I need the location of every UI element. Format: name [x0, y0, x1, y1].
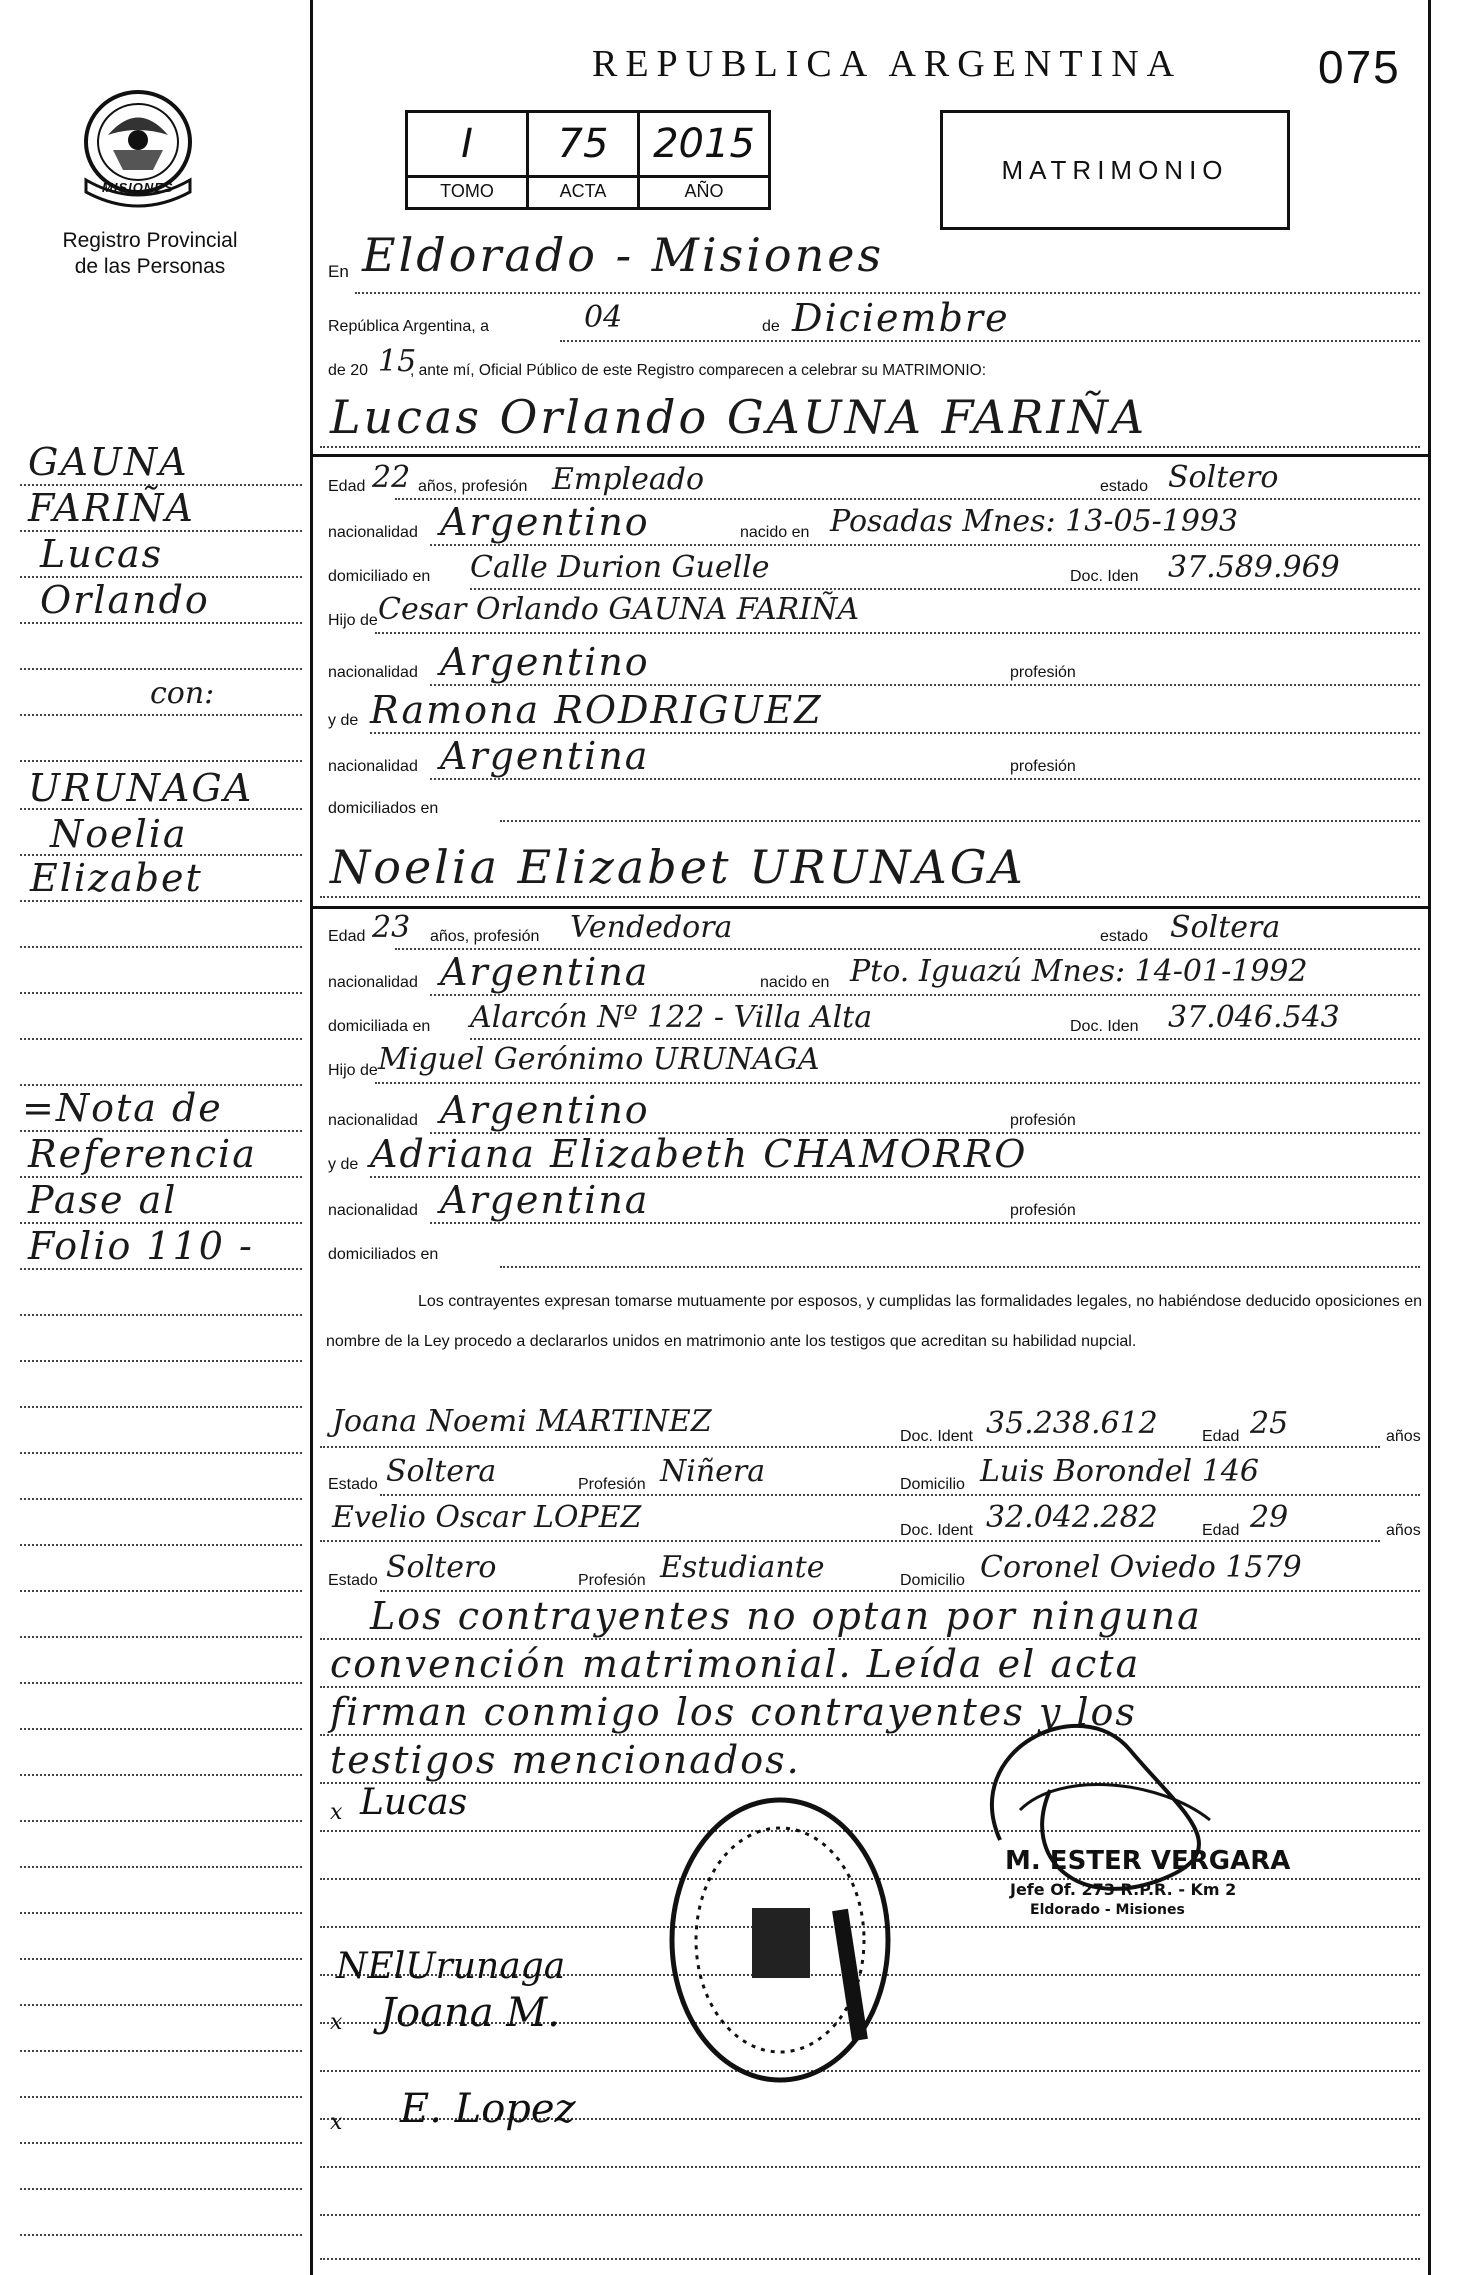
left-frame-line [310, 0, 313, 2275]
witness2-row2-line [380, 1590, 1420, 1592]
witness2-profesion-label: Profesión [578, 1572, 646, 1589]
groom-domicilio-label: domiciliado en [328, 568, 431, 585]
witness2-status: Soltero [386, 1550, 497, 1585]
margin-rule-7 [20, 760, 302, 762]
witness1-estado-label: Estado [328, 1476, 378, 1493]
tomo-value: I [461, 121, 473, 167]
groom-doc: 37.589.969 [1168, 550, 1340, 585]
margin-rule-20 [20, 1360, 302, 1362]
margin-rule-30 [20, 1820, 302, 1822]
place-value: Eldorado - Misiones [362, 228, 885, 282]
rule-j [320, 2214, 1420, 2216]
bride-name-line [320, 896, 1420, 898]
witness1-address: Luis Borondel 146 [980, 1454, 1259, 1489]
year-suffix: 15 [378, 344, 417, 379]
day-value: 04 [584, 300, 623, 335]
x-mark-2: x [330, 2010, 343, 2035]
margin-rule-12 [20, 992, 302, 994]
groom-nac-mother-label: nacionalidad [328, 758, 418, 775]
groom-edad-label: Edad [328, 478, 366, 495]
margin-rule-26 [20, 1636, 302, 1638]
bride-status: Soltera [1170, 910, 1281, 945]
margin-rule-35 [20, 2050, 302, 2052]
witness1-profesion-label: Profesión [578, 1476, 646, 1493]
margin-rule-6 [20, 714, 302, 716]
bride-father: Miguel Gerónimo URUNAGA [378, 1042, 820, 1077]
anio-value: 2015 [653, 121, 755, 167]
place-line [355, 292, 1420, 294]
bride-divider [313, 906, 1428, 909]
witness2-profession: Estudiante [660, 1550, 825, 1585]
witness2-address: Coronel Oviedo 1579 [980, 1550, 1302, 1585]
folio-number: 075 [1318, 41, 1401, 93]
republica-label: República Argentina, a [328, 318, 489, 335]
bride-age: 23 [372, 910, 411, 945]
groom-doc-label: Doc. Iden [1070, 568, 1139, 585]
witness1-doc: 35.238.612 [986, 1406, 1158, 1441]
country-title: REPUBLICA ARGENTINA [592, 43, 1183, 85]
witness2-doc: 32.042.282 [986, 1500, 1158, 1535]
groom-nacido-label: nacido en [740, 524, 810, 541]
margin-rule-19 [20, 1314, 302, 1316]
margin-rule-27 [20, 1682, 302, 1684]
groom-estado-label: estado [1100, 478, 1149, 495]
acta-value: 75 [557, 121, 609, 167]
margin-rule-18 [20, 1268, 302, 1270]
acta-cell [529, 113, 640, 207]
declaration-paragraph: Los contrayentes expresan tomarse mutuamente por esposos, y cumplidas las formalidades legales, no habiéndose deducido oposiciones en nombre de la Ley procedo a declararlos unidos en matrimonio ante los testigos que acreditan su habilidad nupcial. [326, 1293, 1422, 1350]
witness2-name: Evelio Oscar LOPEZ [332, 1500, 642, 1535]
bride-profesion2-label: profesión [1010, 1202, 1076, 1219]
margin-groom-surname1: GAUNA [28, 440, 189, 484]
margin-note-2: Referencia [28, 1132, 257, 1176]
bride-address: Alarcón Nº 122 - Villa Alta [470, 1000, 873, 1035]
official-round-seal [660, 1790, 900, 2090]
margin-rule-36 [20, 2096, 302, 2098]
witness1-row1-line [320, 1446, 1380, 1448]
margin-bride-first: Noelia [50, 812, 188, 856]
margin-rule-28 [20, 1728, 302, 1730]
right-frame-line [1428, 0, 1431, 2275]
bride-profesion-label: profesión [1010, 1112, 1076, 1129]
bride-hijo-label: Hijo de [328, 1062, 378, 1079]
bride-row3-line [470, 1038, 1420, 1040]
groom-age: 22 [372, 460, 411, 495]
round-seal-icon [660, 1790, 900, 2090]
margin-rule-13 [20, 1038, 302, 1040]
margin-rule-4 [20, 622, 302, 624]
groom-profesion-label: profesión [1010, 664, 1076, 681]
groom-hijo-label: Hijo de [328, 612, 378, 629]
note-line-4: testigos mencionados. [330, 1738, 801, 1782]
groom-status: Soltero [1168, 460, 1279, 495]
stamp-line3: Eldorado - Misiones [1030, 1902, 1185, 1918]
bride-estado-label: estado [1100, 928, 1149, 945]
groom-yde-label: y de [328, 712, 359, 729]
bride-anos-profesion-label: años, profesión [430, 928, 540, 945]
margin-groom-first: Lucas [40, 532, 164, 576]
witness2-domicilio-label: Domicilio [900, 1572, 965, 1589]
month-value: Diciembre [792, 296, 1010, 340]
margin-note-1: =Nota de [22, 1086, 223, 1130]
bride-full-name: Noelia Elizabet URUNAGA [330, 840, 1026, 894]
margin-rule-25 [20, 1590, 302, 1592]
groom-father-nationality: Argentino [440, 640, 650, 684]
margin-rule-39 [20, 2234, 302, 2236]
note-line-2: convención matrimonial. Leída el acta [330, 1642, 1141, 1686]
groom-row8-line [500, 820, 1420, 822]
tomo-acta-anio-box [405, 110, 771, 210]
groom-row5-line [430, 684, 1420, 686]
margin-rule-21 [20, 1406, 302, 1408]
bride-row4-line [375, 1082, 1420, 1084]
bride-nacido-label: nacido en [760, 974, 830, 991]
bride-mother-nationality: Argentina [440, 1178, 650, 1222]
province-seal [58, 80, 218, 210]
signature-witness2: E. Lopez [400, 2086, 576, 2132]
note-rule-2 [320, 1686, 1420, 1688]
witness1-age: 25 [1250, 1406, 1289, 1441]
stamp-line2: Jefe Of. 273 R.P.R. - Km 2 [1010, 1880, 1237, 1899]
groom-divider [313, 454, 1428, 457]
witness1-status: Soltera [386, 1454, 497, 1489]
margin-rule-37 [20, 2142, 302, 2144]
witness1-row2-line [380, 1494, 1420, 1496]
seal-text: MISIONES [102, 180, 174, 195]
margin-rule-34 [20, 2004, 302, 2006]
bride-row8-line [500, 1266, 1420, 1268]
note-line-3: firman conmigo los contrayentes y los [330, 1690, 1137, 1734]
date-line [560, 340, 1420, 342]
witness2-age: 29 [1250, 1500, 1289, 1535]
groom-row3-line [470, 588, 1420, 590]
groom-nac-father-label: nacionalidad [328, 664, 418, 681]
signature-official [960, 1690, 1260, 1910]
groom-profession: Empleado [552, 462, 705, 497]
bride-mother: Adriana Elizabeth CHAMORRO [370, 1132, 1028, 1176]
margin-rule-23 [20, 1498, 302, 1500]
margin-rule-22 [20, 1452, 302, 1454]
margin-rule-5 [20, 668, 302, 670]
margin-groom-middle: Orlando [40, 578, 210, 622]
witness1-domicilio-label: Domicilio [900, 1476, 965, 1493]
bride-father-nationality: Argentino [440, 1088, 650, 1132]
anio-cell [640, 113, 768, 207]
margin-rule-32 [20, 1912, 302, 1914]
rule-k [320, 2258, 1420, 2260]
margin-rule-38 [20, 2188, 302, 2190]
groom-row4-line [375, 632, 1420, 634]
bride-row2-line [430, 994, 1420, 996]
groom-birth: Posadas Mnes: 13-05-1993 [830, 504, 1239, 539]
groom-row7-line [430, 778, 1420, 780]
groom-father: Cesar Orlando GAUNA FARIÑA [378, 592, 859, 627]
year-prefix: de 20 [328, 362, 369, 379]
bride-domicilio-label: domiciliada en [328, 1018, 431, 1035]
signature-groom: Lucas [360, 1782, 468, 1823]
margin-bride-surname: URUNAGA [28, 766, 254, 810]
statement-text: , ante mí, Oficial Público de este Registro comparecen a celebrar su MATRIMONIO: [410, 362, 987, 379]
document-type-box: MATRIMONIO [940, 110, 1290, 230]
groom-mother: Ramona RODRIGUEZ [370, 688, 823, 732]
margin-rule-8 [20, 808, 302, 810]
witness1-edad-label: Edad [1202, 1428, 1240, 1445]
bride-yde-label: y de [328, 1156, 359, 1173]
en-label: En [328, 262, 349, 281]
witness2-edad-label: Edad [1202, 1522, 1240, 1539]
rule-i [320, 2166, 1420, 2168]
bride-nac-father-label: nacionalidad [328, 1112, 418, 1129]
signature-witness1: Joana M. [380, 1990, 560, 2036]
margin-groom-surname2: FARIÑA [28, 486, 195, 530]
witness1-profession: Niñera [660, 1454, 766, 1489]
anio-label: AÑO [640, 175, 768, 204]
official-signature-flourish-icon [960, 1690, 1260, 1910]
margin-rule-29 [20, 1774, 302, 1776]
groom-row2-line [430, 544, 1420, 546]
bride-row7-line [430, 1222, 1420, 1224]
stamp-name: M. ESTER VERGARA [1005, 1846, 1291, 1876]
bride-birth: Pto. Iguazú Mnes: 14-01-1992 [850, 954, 1308, 989]
bride-nac-mother-label: nacionalidad [328, 1202, 418, 1219]
witness2-doc-label: Doc. Ident [900, 1522, 973, 1539]
margin-rule-11 [20, 946, 302, 948]
bride-doc: 37.046.543 [1168, 1000, 1340, 1035]
groom-domiciliados-label: domiciliados en [328, 800, 439, 817]
witness1-name: Joana Noemi MARTINEZ [332, 1404, 712, 1439]
witness2-anos-label: años [1386, 1522, 1421, 1539]
bride-profession: Vendedora [570, 910, 733, 945]
acta-label: ACTA [529, 175, 637, 204]
de-label: de [762, 318, 780, 335]
groom-full-name: Lucas Orlando GAUNA FARIÑA [330, 390, 1148, 444]
margin-note-4: Folio 110 - [28, 1224, 254, 1268]
margin-rule-31 [20, 1866, 302, 1868]
registry-line1: Registro Provincial [62, 229, 238, 252]
groom-nationality: Argentino [440, 500, 650, 544]
margin-con: con: [150, 676, 215, 711]
bride-doc-label: Doc. Iden [1070, 1018, 1139, 1035]
registry-name [20, 228, 280, 280]
groom-nacionalidad-label: nacionalidad [328, 524, 418, 541]
bride-nacionalidad-label: nacionalidad [328, 974, 418, 991]
x-mark-3: x [330, 2110, 343, 2135]
groom-anos-profesion-label: años, profesión [418, 478, 528, 495]
margin-rule-24 [20, 1544, 302, 1546]
tomo-cell [408, 113, 529, 207]
note-line-1: Los contrayentes no optan por ninguna [370, 1594, 1202, 1638]
x-mark-1: x [330, 1800, 343, 1825]
margin-note-3: Pase al [28, 1178, 178, 1222]
groom-name-line [320, 446, 1420, 448]
margin-rule-10 [20, 900, 302, 902]
margin-rule-33 [20, 1958, 302, 1960]
note-rule-1 [320, 1638, 1420, 1640]
signature-bride: NElUrunaga [336, 1946, 566, 1987]
groom-mother-nationality: Argentina [440, 734, 650, 778]
witness1-anos-label: años [1386, 1428, 1421, 1445]
bride-domiciliados-label: domiciliados en [328, 1246, 439, 1263]
bride-nationality: Argentina [440, 950, 650, 994]
registry-line2: de las Personas [74, 255, 226, 278]
groom-profesion2-label: profesión [1010, 758, 1076, 775]
margin-bride-middle: Elizabet [30, 856, 203, 900]
tomo-label: TOMO [408, 175, 526, 204]
bride-edad-label: Edad [328, 928, 366, 945]
witness1-doc-label: Doc. Ident [900, 1428, 973, 1445]
witness2-row1-line [320, 1540, 1380, 1542]
witness2-estado-label: Estado [328, 1572, 378, 1589]
groom-address: Calle Durion Guelle [470, 550, 770, 585]
